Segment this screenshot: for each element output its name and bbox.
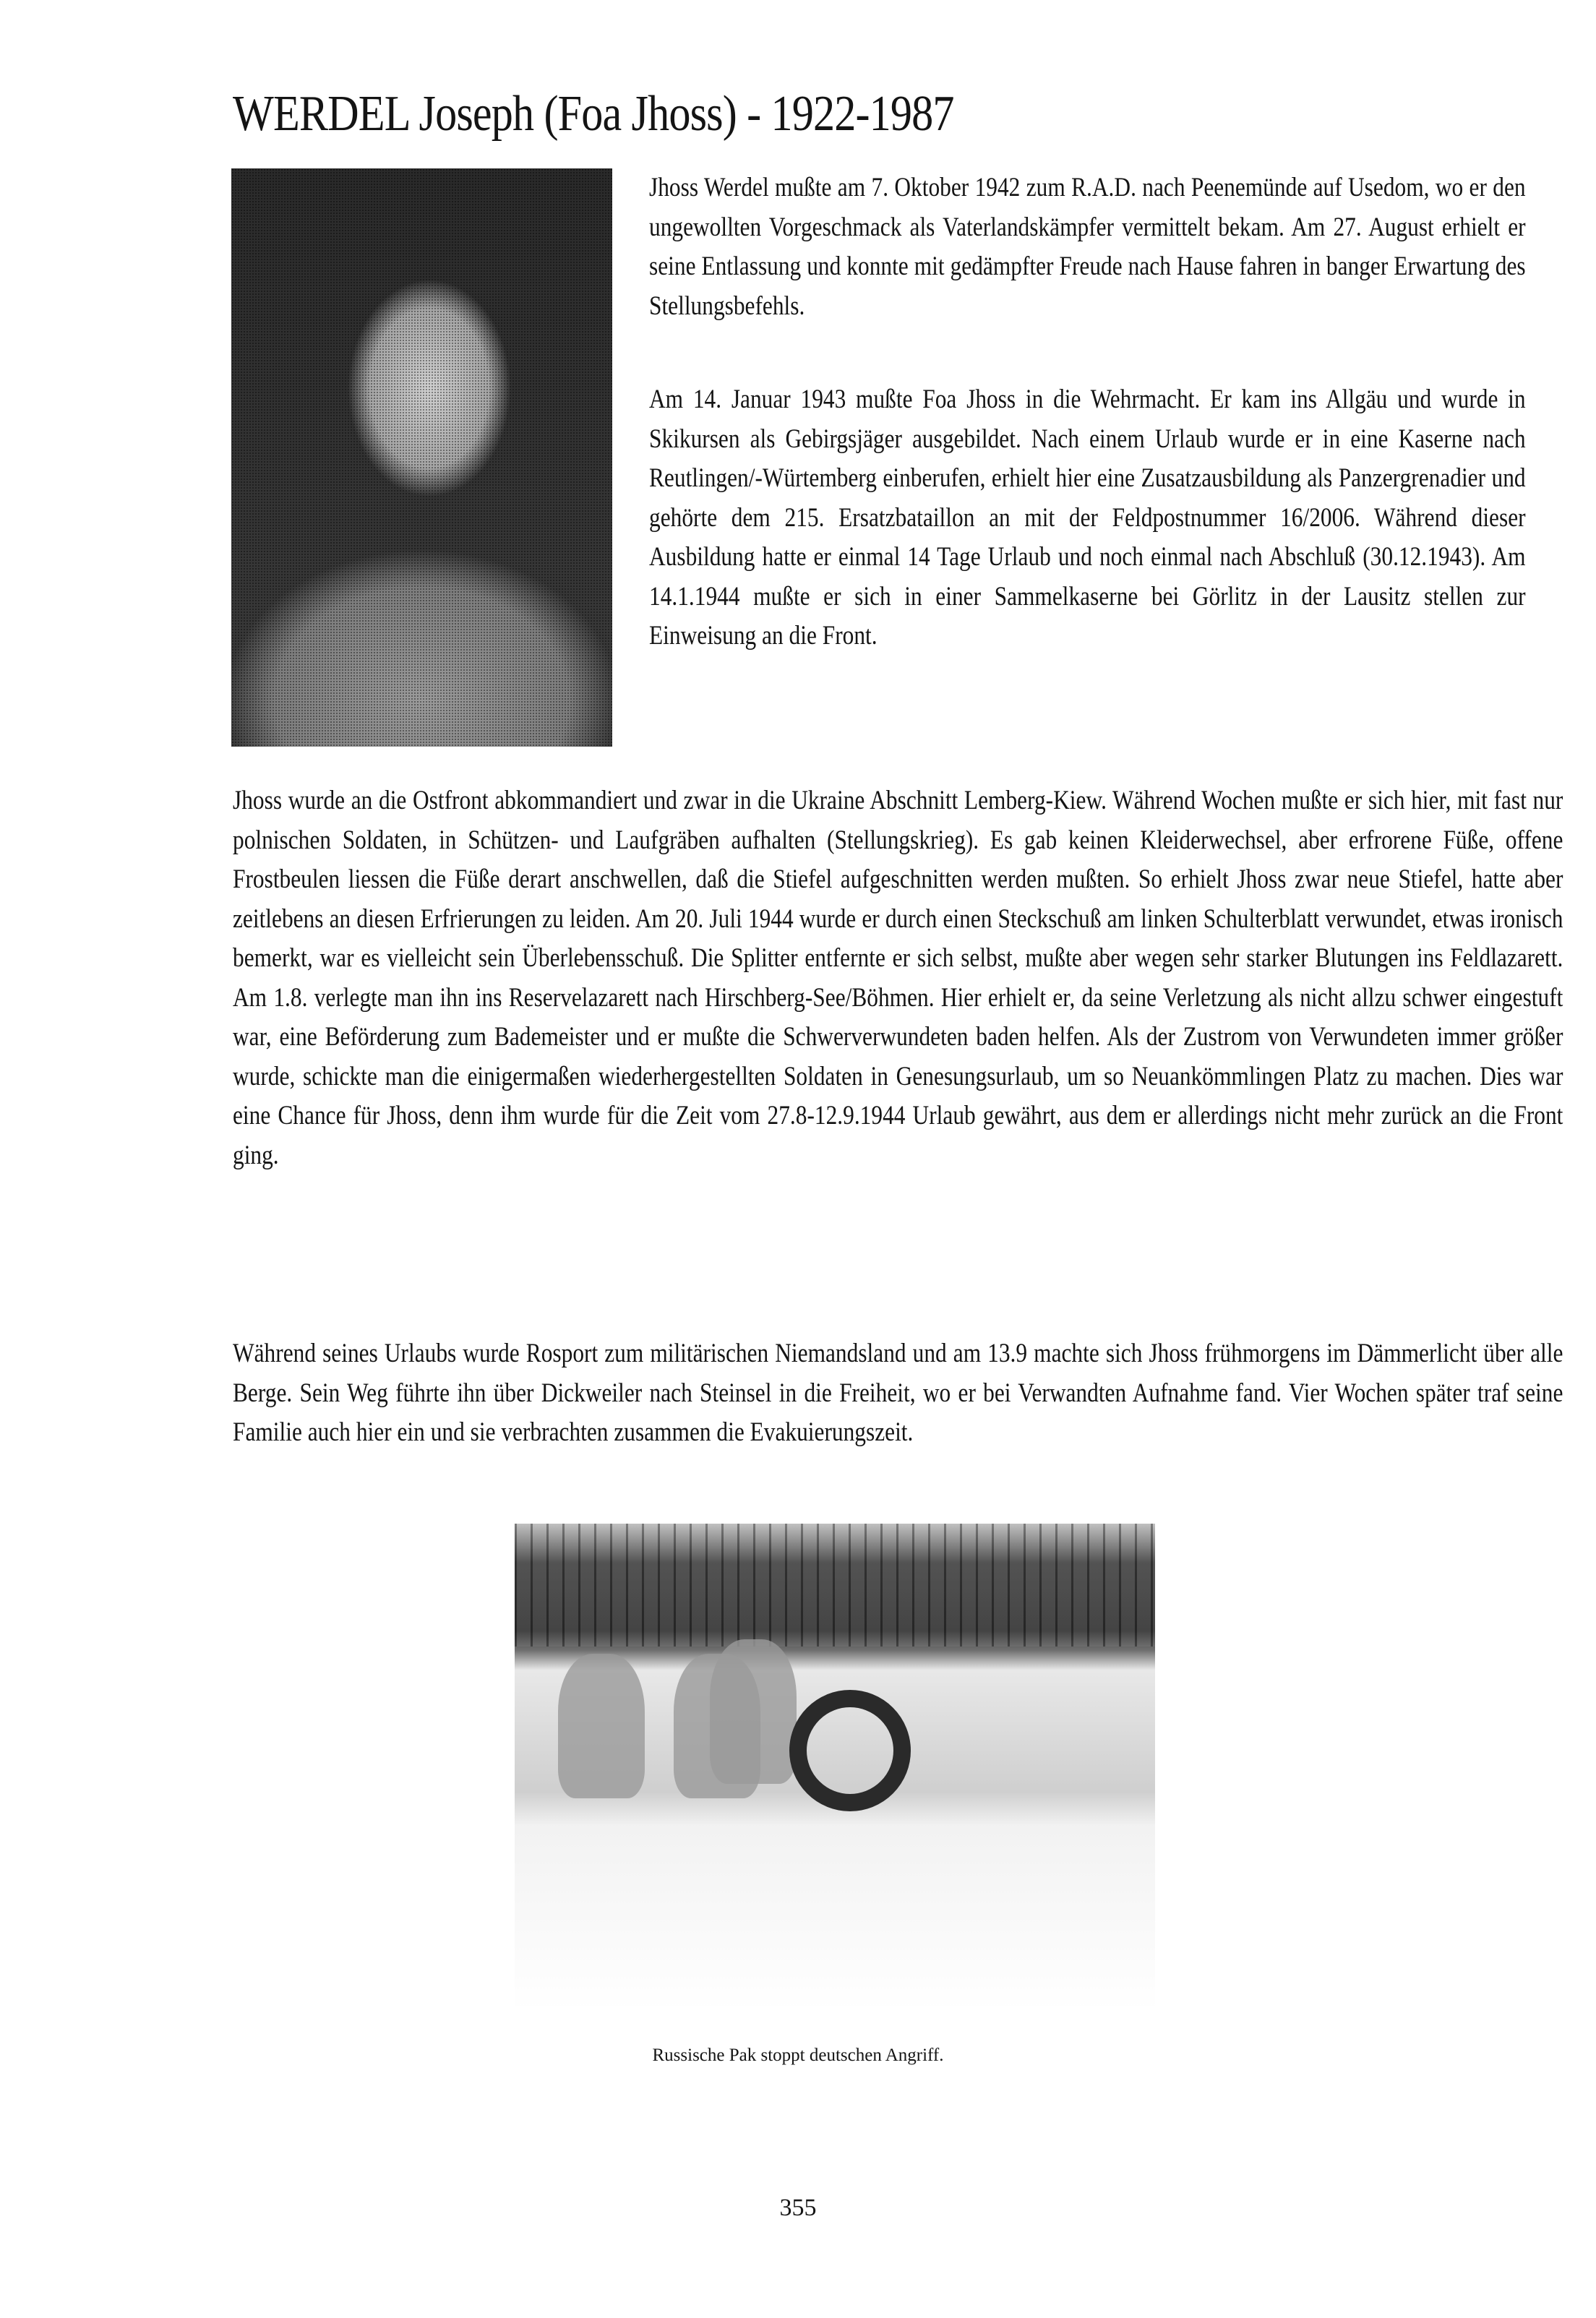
soldier-figure [558, 1654, 645, 1798]
paragraph-escape: Während seines Urlaubs wurde Rosport zum militärischen Niemandsland und am 13.9 machte sich Jhoss frühmorgens im Dämmerlicht über alle Berge. Sein Weg führte ihn über Dickweiler nach Steinsel in die Freiheit, wo er bei Verwandten Aufnahme fand. Vier Wochen später traf seine Familie auch hier ein und sie verbrachten zusammen die Evakuierungszeit. [233, 1338, 1563, 1446]
battle-photo [515, 1524, 1155, 2012]
forest-background [515, 1524, 1155, 1647]
page-title: WERDEL Joseph (Foa Jhoss) - 1922-1987 [233, 86, 954, 142]
soldier-figure [710, 1639, 797, 1784]
paragraph-rad-service: Jhoss Werdel mußte am 7. Oktober 1942 zum R.A.D. nach Peenemünde auf Usedom, wo er den ungewollten Vorgeschmack als Vaterlandskämpfer vermittelt bekam. Am 27. August erhielt er seine Entlassung und konnte mit gedämpfter Freude nach Hause fahren in banger Erwartung des Stellungsbefehls. [649, 172, 1526, 320]
figure-caption: Russische Pak stoppt deutschen Angriff. [652, 2046, 944, 2065]
paragraph-wehrmacht-training: Am 14. Januar 1943 mußte Foa Jhoss in die Wehrmacht. Er kam ins Allgäu und wurde in Skikursen als Gebirgsjäger ausgebildet. Nach einem Urlaub wurde er in eine Kaserne nach Reutlingen/-Würtemberg einberufen, erhielt hier eine Zusatzausbildung als Panzergrenadier und gehörte dem 215. Ersatzbataillon an mit der Feldpostnummer 16/2006. Während dieser Ausbildung hatte er einmal 14 Tage Urlaub und noch einmal nach Abschluß (30.12.1943). Am 14.1.1944 mußte er sich in einer Sammelkaserne bei Görlitz in der Lausitz stellen zur Einweisung an die Front. [649, 384, 1526, 650]
anti-tank-gun-wheel [789, 1690, 911, 1811]
page-number: 355 [779, 2194, 817, 2221]
paragraph-eastern-front: Jhoss wurde an die Ostfront abkommandiert und zwar in die Ukraine Abschnitt Lemberg-Kiew. Während Wochen mußte er sich hier, mit fast nur polnischen Soldaten, in Schützen- und Laufgräben aufhalten (Stellungskrieg). Es gab keinen Kleiderwechsel, aber erfrorene Füße, offene Frostbeulen liessen die Füße derart anschwellen, daß die Stiefel aufgeschnitten werden mußten. So erhielt Jhoss zwar neue Stiefel, hatte aber zeitlebens an diesen Erfrierungen zu leiden. Am 20. Juli 1944 wurde er durch einen Steckschuß am linken Schulterblatt verwundet, etwas ironisch bemerkt, war es vielleicht sein Überlebensschuß. Die Splitter entfernte er sich selbst, mußte aber wegen sehr starker Blutungen ins Feldlazarett. Am 1.8. verlegte man ihn ins Reservelazarett nach Hirschberg-See/Böhmen. Hier erhielt er, da seine Verletzung als nicht allzu schwer eingestuft war, eine Beförderung zum Bademeister und er mußte die Schwerverwundeten baden helfen. Als der Zustrom von Verwundeten immer größer wurde, schickte man die einigermaßen wiederhergestellten Soldaten in Genesungsurlaub, um so Neuankömmlingen Platz zu machen. Dies war eine Chance für Jhoss, denn ihm wurde für die Zeit vom 27.8-12.9.1944 Urlaub gewährt, aus dem er allerdings nicht mehr zurück an die Front ging. [233, 785, 1563, 1169]
portrait-photo [231, 168, 612, 747]
